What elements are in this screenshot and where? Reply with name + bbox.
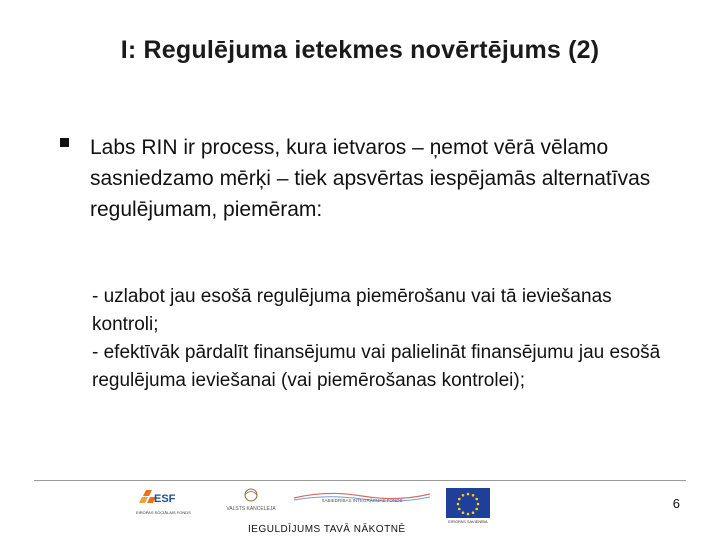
- social-integration-fund-logo-text: SABIEDRĪBAS INTEGRĀCIJAS FONDS: [321, 498, 403, 503]
- page-number: 6: [672, 496, 680, 511]
- social-integration-fund-logo: [292, 488, 432, 504]
- bullet-text: Labs RIN ir process, kura ietvaros – ņemot vērā vēlamo sasniedzamo mērķi – tiek apsvērtas iespējamās alternatīvas regulējumam, piemēram:: [90, 136, 651, 221]
- slide-title: I: Regulējuma ietekmes novērtējums (2): [120, 36, 600, 64]
- sub-item: - efektīvāk pārdalīt finansējumu vai palielināt finansējumu jau esošā regulējuma ieviešanai (vai piemērošanas kontrolei);: [92, 342, 661, 391]
- esf-logo-text: ESF: [154, 493, 176, 505]
- sub-list: [92, 283, 662, 395]
- eu-flag-logo: [444, 488, 494, 524]
- square-bullet-icon: [60, 138, 69, 147]
- state-chancellery-logo-text: VALSTS KANCELEJA: [226, 506, 276, 512]
- sub-item: - uzlabot jau esošā regulējuma piemērošanu vai tā ieviešanas kontroli;: [92, 286, 612, 335]
- footer-tagline: IEGULDĪJUMS TAVĀ NĀKOTNĒ: [248, 524, 406, 535]
- footer-divider: [34, 480, 686, 481]
- eu-flag-logo-subtext: EIROPAS SAVIENĪBA: [448, 519, 488, 524]
- esf-logo-subtext: EIROPAS SOCIĀLAIS FONDS: [136, 510, 191, 515]
- footer-logos: [132, 486, 512, 526]
- esf-logo: [132, 486, 191, 526]
- state-chancellery-logo: [228, 486, 274, 516]
